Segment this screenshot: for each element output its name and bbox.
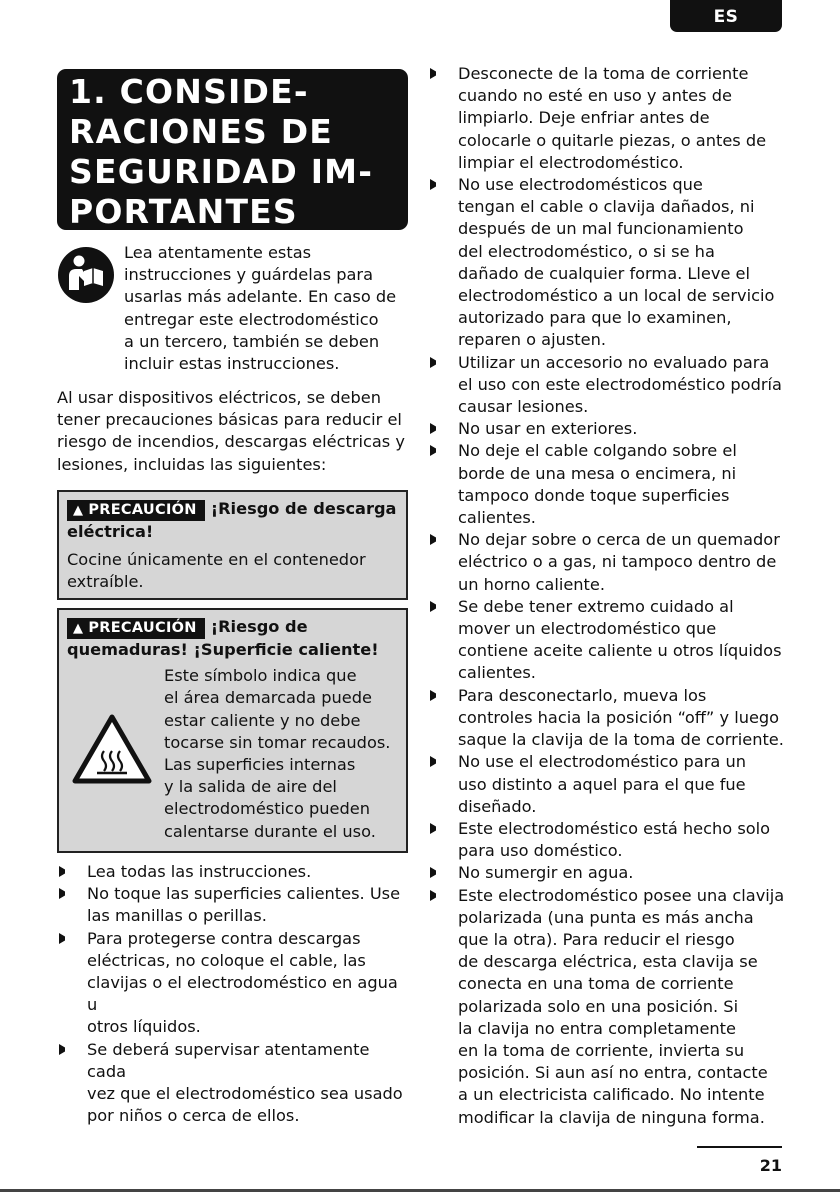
bullet-item: No deje el cable colgando sobre el borde de una mesa o encimera, ni tampoco donde toque superficies calientes.	[428, 440, 786, 529]
bullet-marker-icon	[430, 68, 436, 79]
warning-body: Este símbolo indica que el área demarcada puede estar caliente y no debe tocarse sin tomar recaudos. Las superficies internas y la salida de aire del electrodoméstico pueden calentarse durante el uso.	[164, 666, 391, 841]
read-manual-icon	[57, 246, 115, 304]
bullet-marker-icon	[59, 866, 65, 877]
bullet-marker-icon	[430, 690, 436, 701]
bullet-item: Este electrodoméstico posee una clavija polarizada (una punta es más ancha que la otra). Para reducir el riesgo de descarga eléctrica, esta clavija se conecta en una toma de corriente polarizada solo en una posición. Si la clavija no entra completamente en la toma de corriente, invierta su posición. Si aun así no entra, contacte a un electricista calificado. No intente modificar la clavija de ninguna forma.	[428, 885, 786, 1129]
title-line: PORTANTES	[69, 192, 298, 231]
bullet-item: Se debe tener extremo cuidado al mover un electrodoméstico que contiene aceite caliente u otros líquidos calientes.	[428, 596, 786, 685]
bullet-marker-icon	[59, 933, 65, 944]
bullet-marker-icon	[430, 823, 436, 834]
caution-badge: ▲ PRECAUCIÓN	[67, 618, 205, 639]
bullet-marker-icon	[430, 601, 436, 612]
bullet-marker-icon	[430, 890, 436, 901]
warning-triangle-icon: ▲	[73, 503, 84, 518]
bullet-item: Para protegerse contra descargas eléctricas, no coloque el cable, las clavijas o el electrodoméstico en agua u otros líquidos.	[57, 928, 409, 1039]
title-line: 1. CONSIDE-	[69, 72, 309, 111]
title-line: RACIONES DE	[69, 112, 334, 151]
language-tab: ES	[670, 0, 782, 32]
bullet-item: Desconecte de la toma de corriente cuando no esté en uso y antes de limpiarlo. Deje enfriar antes de colocarle o quitarle piezas, o antes de limpiar el electrodoméstico.	[428, 63, 786, 174]
bullet-item: No dejar sobre o cerca de un quemador eléctrico o a gas, ni tampoco dentro de un horno caliente.	[428, 529, 786, 596]
bullet-marker-icon	[430, 756, 436, 767]
bullet-item: Utilizar un accesorio no evaluado para el uso con este electrodoméstico podría causar lesiones.	[428, 352, 786, 419]
page-number: 21	[759, 1156, 782, 1175]
bullet-marker-icon	[430, 445, 436, 456]
hot-surface-icon	[71, 713, 153, 785]
hot-surface-row	[67, 665, 399, 841]
intro-text: Lea atentamente estas instrucciones y guárdelas para usarlas más adelante. En caso de entregar este electrodoméstico a un tercero, también se deben incluir estas instrucciones.	[124, 243, 397, 374]
burn-warning-box	[57, 608, 408, 853]
bullet-marker-icon	[430, 179, 436, 190]
bullet-item: Lea todas las instrucciones.	[57, 861, 409, 883]
title-line: SEGURIDAD IM-	[69, 152, 374, 191]
caution-badge: ▲ PRECAUCIÓN	[67, 500, 205, 521]
right-bullet-list	[428, 63, 786, 1129]
warning-body: Cocine únicamente en el contenedor extraíble.	[67, 550, 366, 592]
bullet-item: Este electrodoméstico está hecho solo para uso doméstico.	[428, 818, 786, 862]
bullet-marker-icon	[430, 357, 436, 368]
bullet-item: No toque las superficies calientes. Use las manillas o perillas.	[57, 883, 409, 927]
section-title	[57, 69, 408, 230]
bullet-item: Se deberá supervisar atentamente cada vez que el electrodoméstico sea usado por niños o cerca de ellos.	[57, 1039, 409, 1128]
bullet-marker-icon	[59, 1044, 65, 1055]
bullet-item: No sumergir en agua.	[428, 862, 786, 884]
lead-paragraph: Al usar dispositivos eléctricos, se deben tener precauciones básicas para reducir el riesgo de incendios, descargas eléctricas y lesiones, incluidas las siguientes:	[57, 388, 405, 474]
bullet-item: No use electrodomésticos que tengan el cable o clavija dañados, ni después de un mal funcionamiento del electrodoméstico, o si se ha dañado de cualquier forma. Lleve el electrodoméstico a un local de servicio autorizado para que lo examinen, reparen o ajusten.	[428, 174, 786, 352]
left-bullet-list	[57, 861, 409, 1127]
bullet-marker-icon	[430, 423, 436, 434]
warning-triangle-icon: ▲	[73, 621, 84, 636]
bullet-marker-icon	[430, 867, 436, 878]
bullet-marker-icon	[59, 888, 65, 899]
bullet-item: No use el electrodoméstico para un uso distinto a aquel para el que fue diseñado.	[428, 751, 786, 818]
page-number-rule	[697, 1146, 782, 1148]
shock-warning-box	[57, 490, 408, 600]
warning-heading: ▲ PRECAUCIÓN ¡Riesgo de descarga eléctrica!	[67, 499, 397, 541]
warning-heading: ▲ PRECAUCIÓN ¡Riesgo de quemaduras! ¡Superficie caliente!	[67, 617, 379, 659]
bullet-item: Para desconectarlo, mueva los controles hacia la posición “off” y luego saque la clavija de la toma de corriente.	[428, 685, 786, 752]
bullet-item: No usar en exteriores.	[428, 418, 786, 440]
bullet-marker-icon	[430, 534, 436, 545]
